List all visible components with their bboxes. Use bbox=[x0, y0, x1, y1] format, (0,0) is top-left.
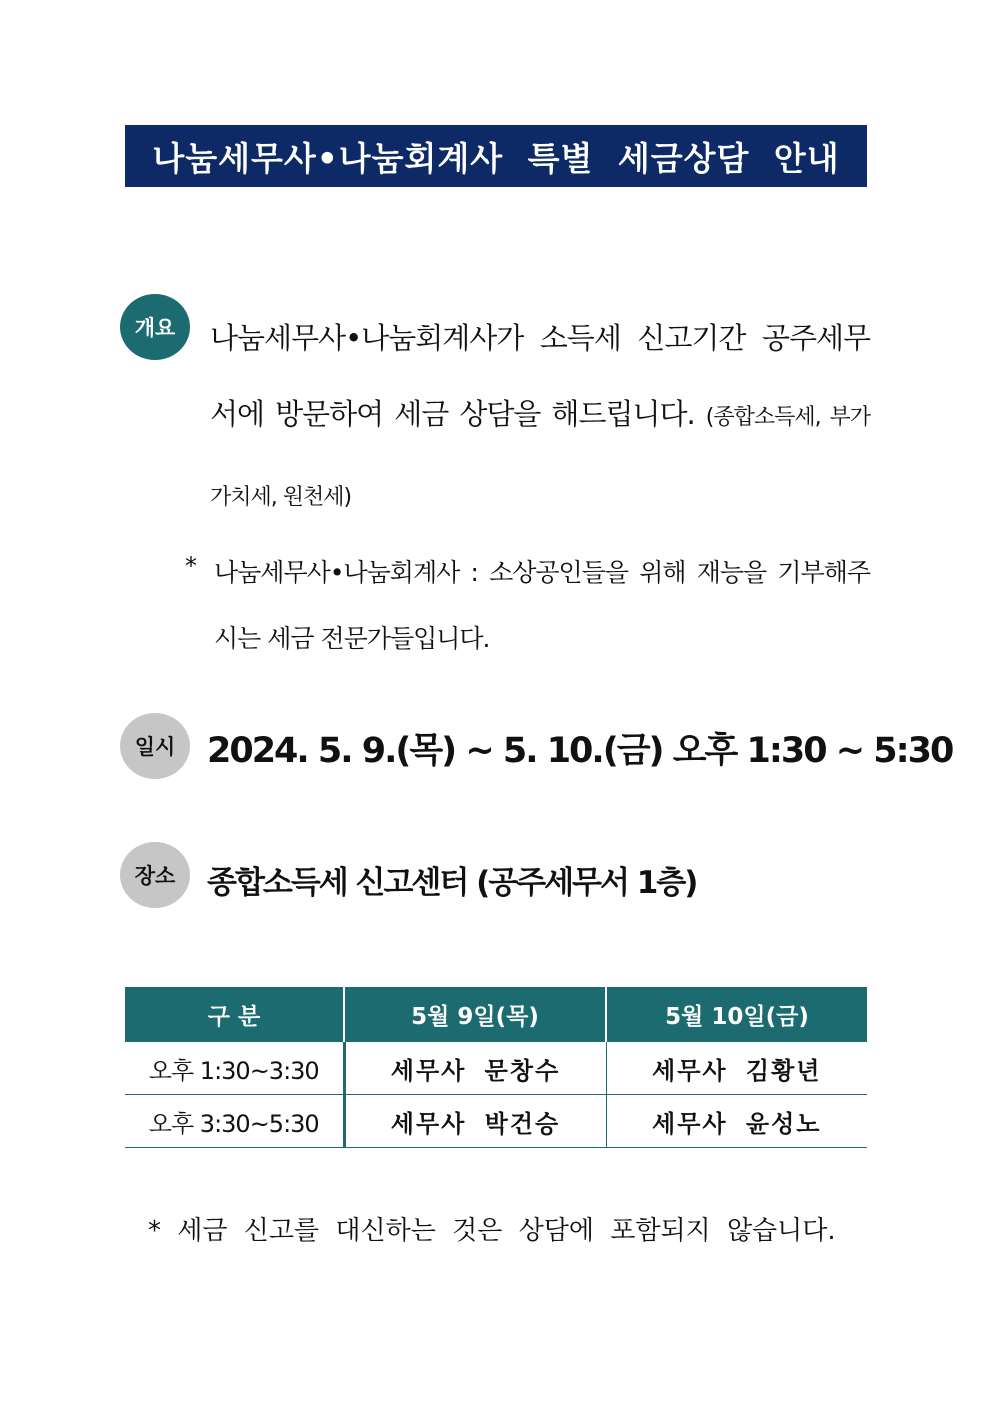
header-may-9: 5월 9일(목) bbox=[344, 987, 606, 1042]
note-text: 나눔세무사•나눔회계사 : 소상공인들을 위해 재능을 기부해주시는 세금 전문가들입니다. bbox=[214, 558, 870, 653]
table-header-row bbox=[125, 987, 867, 1042]
place-text: 종합소득세 신고센터 (공주세무서 1층) bbox=[207, 865, 697, 901]
table-row bbox=[125, 1095, 867, 1148]
footer-note: * 세금 신고를 대신하는 것은 상담에 포함되지 않습니다. bbox=[148, 1216, 836, 1246]
schedule-table bbox=[125, 987, 867, 1148]
page-title: 나눔세무사•나눔회계사 특별 세금상담 안내 bbox=[125, 125, 867, 187]
advisor-may9-slot2: 세무사 박건승 bbox=[344, 1095, 606, 1148]
time-slot-1: 오후 1:30~3:30 bbox=[125, 1042, 344, 1095]
note-asterisk: * bbox=[185, 552, 197, 580]
header-category: 구 분 bbox=[125, 987, 344, 1042]
advisor-may10-slot2: 세무사 윤성노 bbox=[606, 1095, 867, 1148]
overview-text bbox=[210, 300, 870, 536]
advisor-may10-slot1: 세무사 김황년 bbox=[606, 1042, 867, 1095]
overview-badge: 개요 bbox=[120, 294, 190, 360]
overview-main-text: 나눔세무사•나눔회계사가 소득세 신고기간 공주세무서에 방문하여 세금 상담을 해드립니다. bbox=[210, 321, 870, 431]
advisor-may9-slot1: 세무사 문창수 bbox=[344, 1042, 606, 1095]
date-badge: 일시 bbox=[120, 713, 190, 779]
overview-paren-text: (종합소득세, 부가가치세, 원천세) bbox=[210, 405, 870, 510]
table-row bbox=[125, 1042, 867, 1095]
place-badge: 장소 bbox=[120, 842, 190, 908]
date-text: 2024. 5. 9.(목) ~ 5. 10.(금) 오후 1:30 ~ 5:30 bbox=[207, 731, 953, 771]
header-may-10: 5월 10일(금) bbox=[606, 987, 867, 1042]
time-slot-2: 오후 3:30~5:30 bbox=[125, 1095, 344, 1148]
